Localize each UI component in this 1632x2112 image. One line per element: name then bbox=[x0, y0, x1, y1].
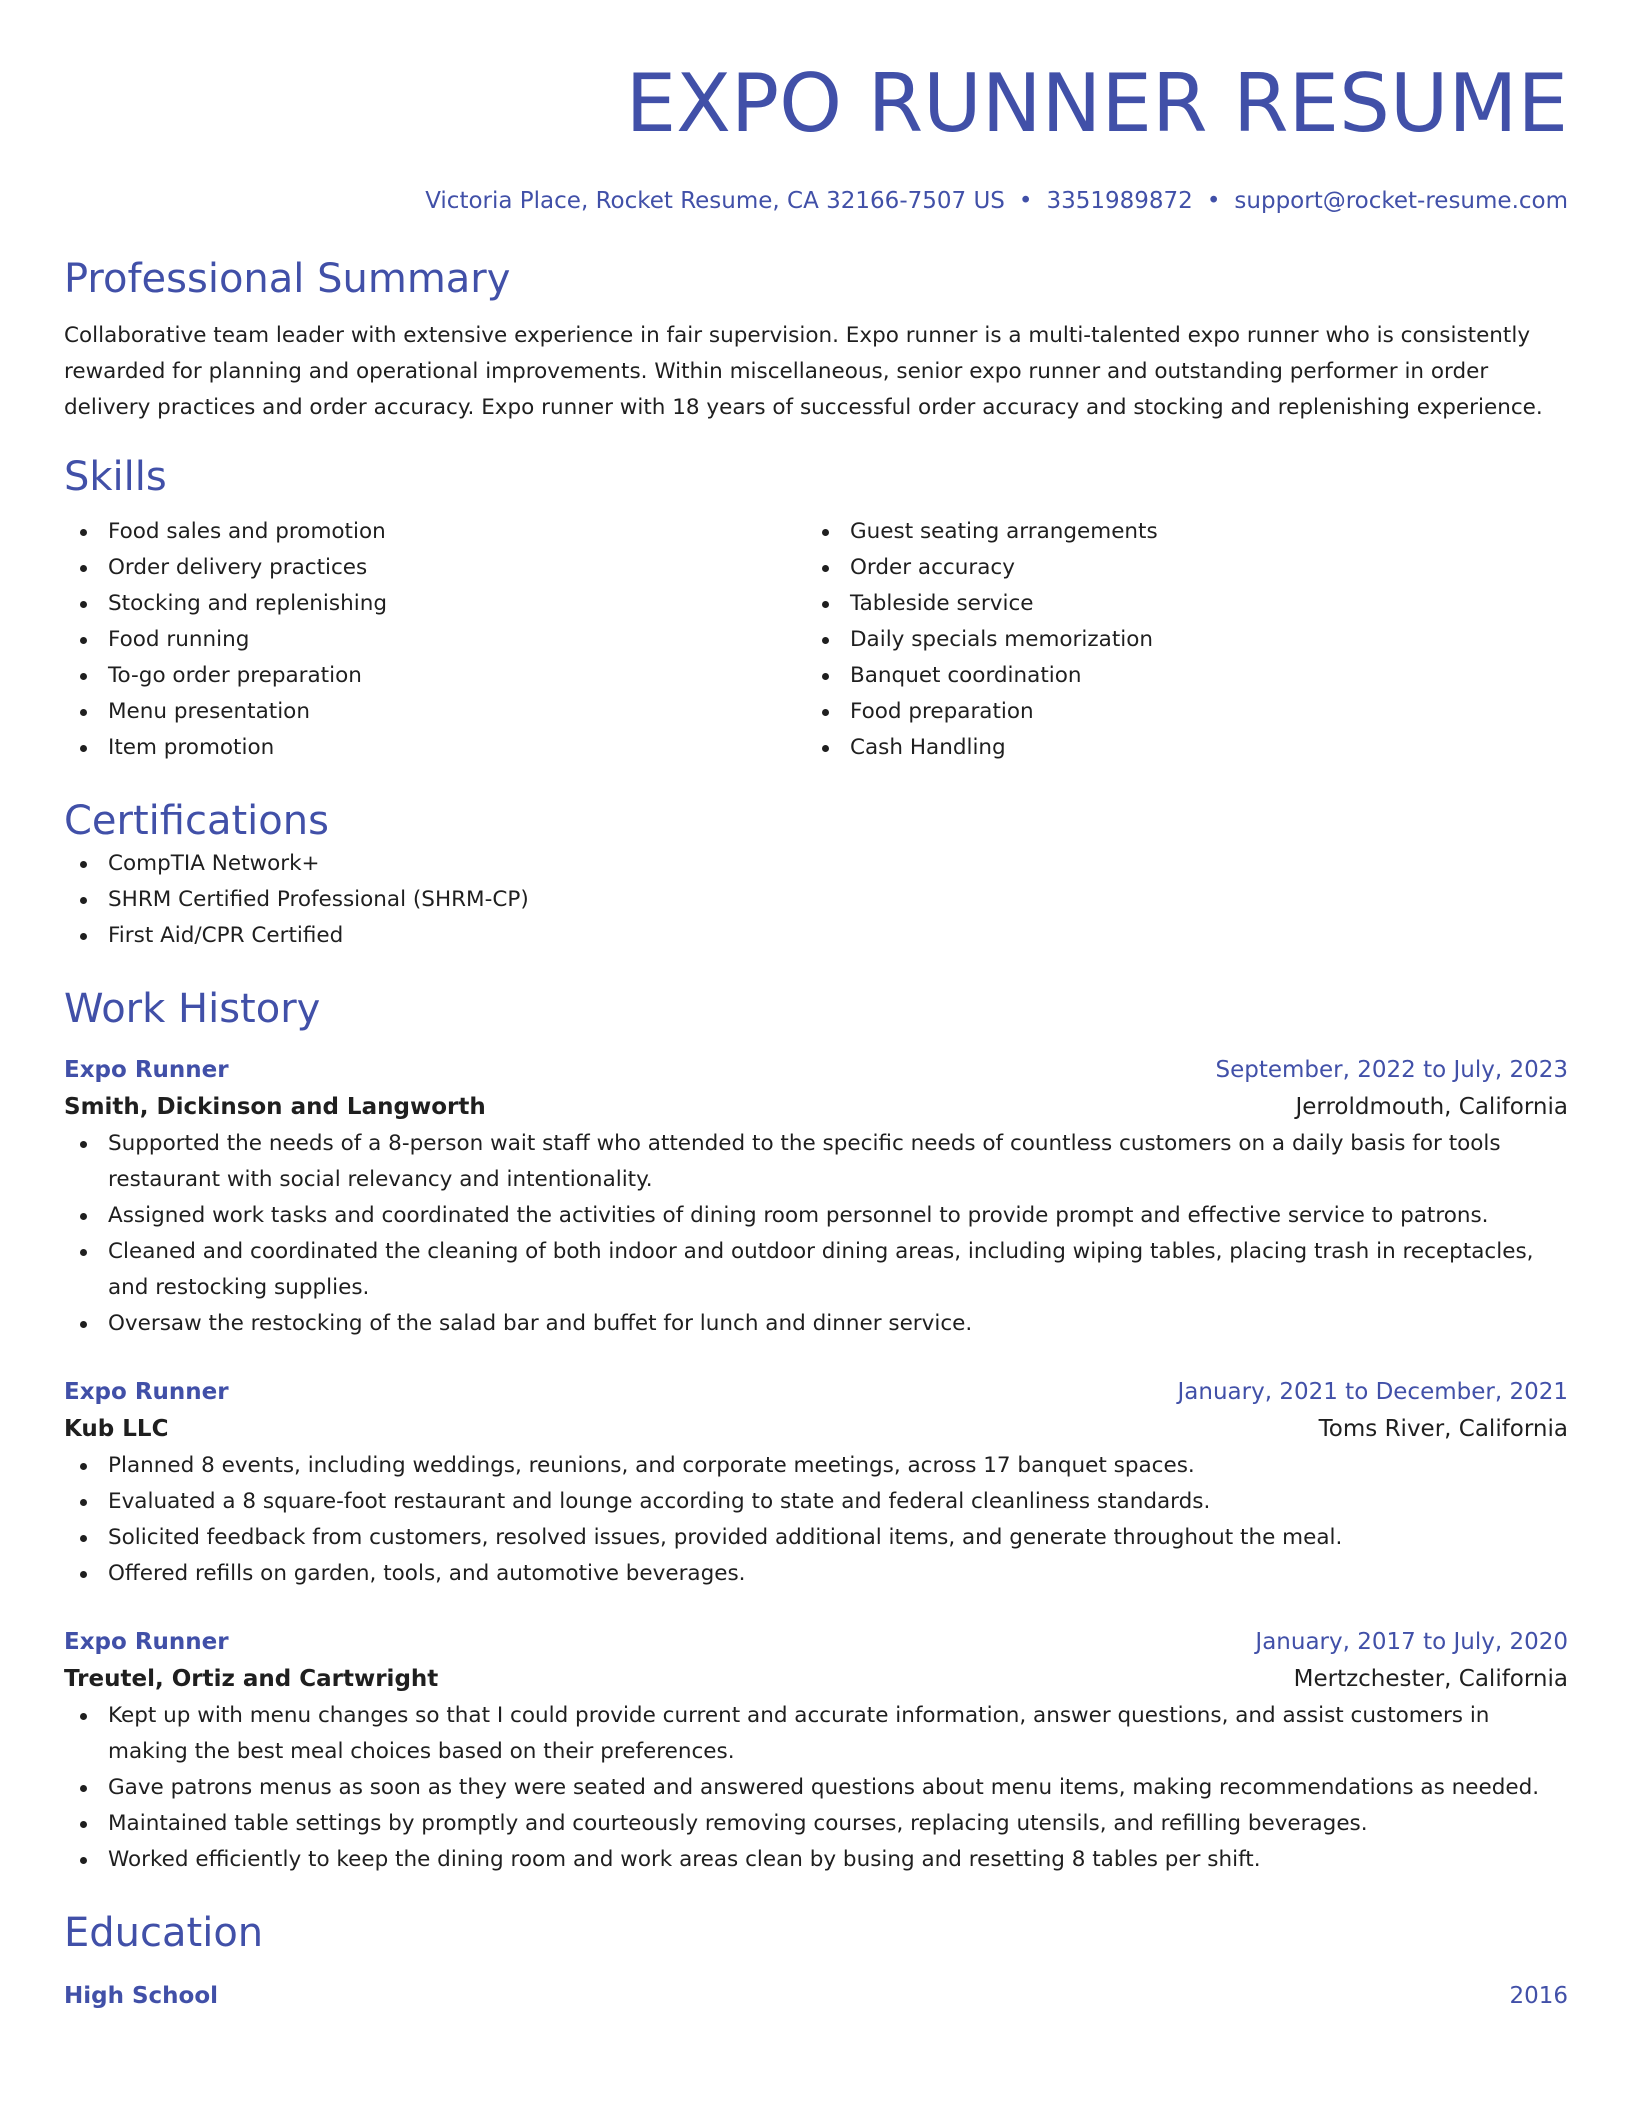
job-dates: January, 2021 to December, 2021 bbox=[1177, 1379, 1568, 1405]
skill-item: Food sales and promotion bbox=[64, 514, 806, 550]
job-header bbox=[64, 1374, 1568, 1410]
job-subheader bbox=[64, 1410, 1568, 1448]
certifications-heading: Certifications bbox=[64, 798, 329, 844]
job-dates: September, 2022 to July, 2023 bbox=[1215, 1057, 1568, 1083]
skills-column-right bbox=[806, 514, 1548, 766]
certification-item: CompTIA Network+ bbox=[64, 846, 1568, 882]
skill-item: Tableside service bbox=[806, 586, 1548, 622]
job-bullet: Solicited feedback from customers, resolved issues, provided additional items, and generate throughout the meal. bbox=[64, 1520, 1568, 1556]
job-company: Smith, Dickinson and Langworth bbox=[64, 1094, 486, 1120]
certifications-list bbox=[64, 846, 1568, 954]
job-header bbox=[64, 1052, 1568, 1088]
skill-item: Daily specials memorization bbox=[806, 622, 1548, 658]
job-entry bbox=[64, 1052, 1568, 1342]
job-location: Toms River, California bbox=[1318, 1416, 1568, 1442]
job-bullet: Oversaw the restocking of the salad bar and buffet for lunch and dinner service. bbox=[64, 1306, 1568, 1342]
skill-item: Guest seating arrangements bbox=[806, 514, 1548, 550]
skill-item: Cash Handling bbox=[806, 730, 1548, 766]
job-company: Treutel, Ortiz and Cartwright bbox=[64, 1666, 439, 1692]
skill-item: Food preparation bbox=[806, 694, 1548, 730]
contact-phone: 3351989872 bbox=[1046, 188, 1193, 214]
job-bullet: Worked efficiently to keep the dining room and work areas clean by busing and resetting 8 tables per shift. bbox=[64, 1842, 1568, 1878]
skill-item: Food running bbox=[64, 622, 806, 658]
job-bullet: Offered refills on garden, tools, and automotive beverages. bbox=[64, 1556, 1568, 1592]
job-bullet: Cleaned and coordinated the cleaning of both indoor and outdoor dining areas, including wiping tables, placing trash in receptacles, and restocking supplies. bbox=[64, 1234, 1568, 1306]
job-location: Mertzchester, California bbox=[1293, 1666, 1568, 1692]
summary-text: Collaborative team leader with extensive experience in fair supervision. Expo runner is a multi-talented expo runner who is consistently rewarded for planning and operational improvements. Within miscellaneous, senior expo runner and outstanding performer in order delivery practices and order accuracy. Expo runner with 18 years of successful order accuracy and stocking and replenishing experience. bbox=[64, 323, 1543, 420]
contact-separator: • bbox=[1018, 188, 1033, 214]
skill-item: Menu presentation bbox=[64, 694, 806, 730]
contact-line bbox=[64, 186, 1568, 216]
skill-item: Item promotion bbox=[64, 730, 806, 766]
job-bullet: Evaluated a 8 square-foot restaurant and lounge according to state and federal cleanliness standards. bbox=[64, 1484, 1568, 1520]
certification-item: SHRM Certified Professional (SHRM-CP) bbox=[64, 882, 1568, 918]
job-entry bbox=[64, 1624, 1568, 1878]
job-dates: January, 2017 to July, 2020 bbox=[1255, 1629, 1568, 1655]
job-location: Jerroldmouth, California bbox=[1295, 1094, 1568, 1120]
skills-list-left bbox=[64, 514, 806, 766]
contact-separator: • bbox=[1206, 188, 1221, 214]
job-subheader bbox=[64, 1088, 1568, 1126]
job-bullet: Assigned work tasks and coordinated the activities of dining room personnel to provide prompt and effective service to patrons. bbox=[64, 1198, 1568, 1234]
skill-item: Order delivery practices bbox=[64, 550, 806, 586]
skill-item: Banquet coordination bbox=[806, 658, 1548, 694]
education-degree: High School bbox=[64, 1983, 219, 2009]
summary-heading: Professional Summary bbox=[64, 256, 511, 302]
certification-item: First Aid/CPR Certified bbox=[64, 918, 1568, 954]
skill-item: Order accuracy bbox=[806, 550, 1548, 586]
job-bullets bbox=[64, 1698, 1568, 1878]
skills-list-right bbox=[806, 514, 1548, 766]
education-entry bbox=[64, 1978, 1568, 2014]
job-entry bbox=[64, 1374, 1568, 1592]
job-bullets bbox=[64, 1448, 1568, 1592]
job-title: Expo Runner bbox=[64, 1057, 229, 1083]
contact-email[interactable]: support@rocket-resume.com bbox=[1234, 188, 1568, 214]
skills-grid bbox=[64, 514, 1568, 766]
education-heading: Education bbox=[64, 1910, 264, 1956]
job-bullet: Kept up with menu changes so that I could provide current and accurate information, answer questions, and assist customers in making the best meal choices based on their preferences. bbox=[64, 1698, 1568, 1770]
job-bullet: Maintained table settings by promptly and courteously removing courses, replacing utensils, and refilling beverages. bbox=[64, 1806, 1568, 1842]
skills-column-left bbox=[64, 514, 806, 766]
job-bullet: Planned 8 events, including weddings, reunions, and corporate meetings, across 17 banquet spaces. bbox=[64, 1448, 1568, 1484]
work-history-heading: Work History bbox=[64, 986, 321, 1032]
job-subheader bbox=[64, 1660, 1568, 1698]
skills-heading: Skills bbox=[64, 454, 167, 500]
resume-title: EXPO RUNNER RESUME bbox=[625, 57, 1568, 150]
job-bullet: Supported the needs of a 8-person wait staff who attended to the specific needs of countless customers on a daily basis for tools restaurant with social relevancy and intentionality. bbox=[64, 1126, 1568, 1198]
skill-item: Stocking and replenishing bbox=[64, 586, 806, 622]
education-year: 2016 bbox=[1509, 1983, 1568, 2009]
resume-page bbox=[64, 0, 1568, 2014]
skill-item: To-go order preparation bbox=[64, 658, 806, 694]
job-header bbox=[64, 1624, 1568, 1660]
job-bullets bbox=[64, 1126, 1568, 1342]
job-title: Expo Runner bbox=[64, 1379, 229, 1405]
contact-address: Victoria Place, Rocket Resume, CA 32166-7507 US bbox=[425, 188, 1005, 214]
job-title: Expo Runner bbox=[64, 1629, 229, 1655]
job-bullet: Gave patrons menus as soon as they were seated and answered questions about menu items, making recommendations as needed. bbox=[64, 1770, 1568, 1806]
job-company: Kub LLC bbox=[64, 1416, 169, 1442]
